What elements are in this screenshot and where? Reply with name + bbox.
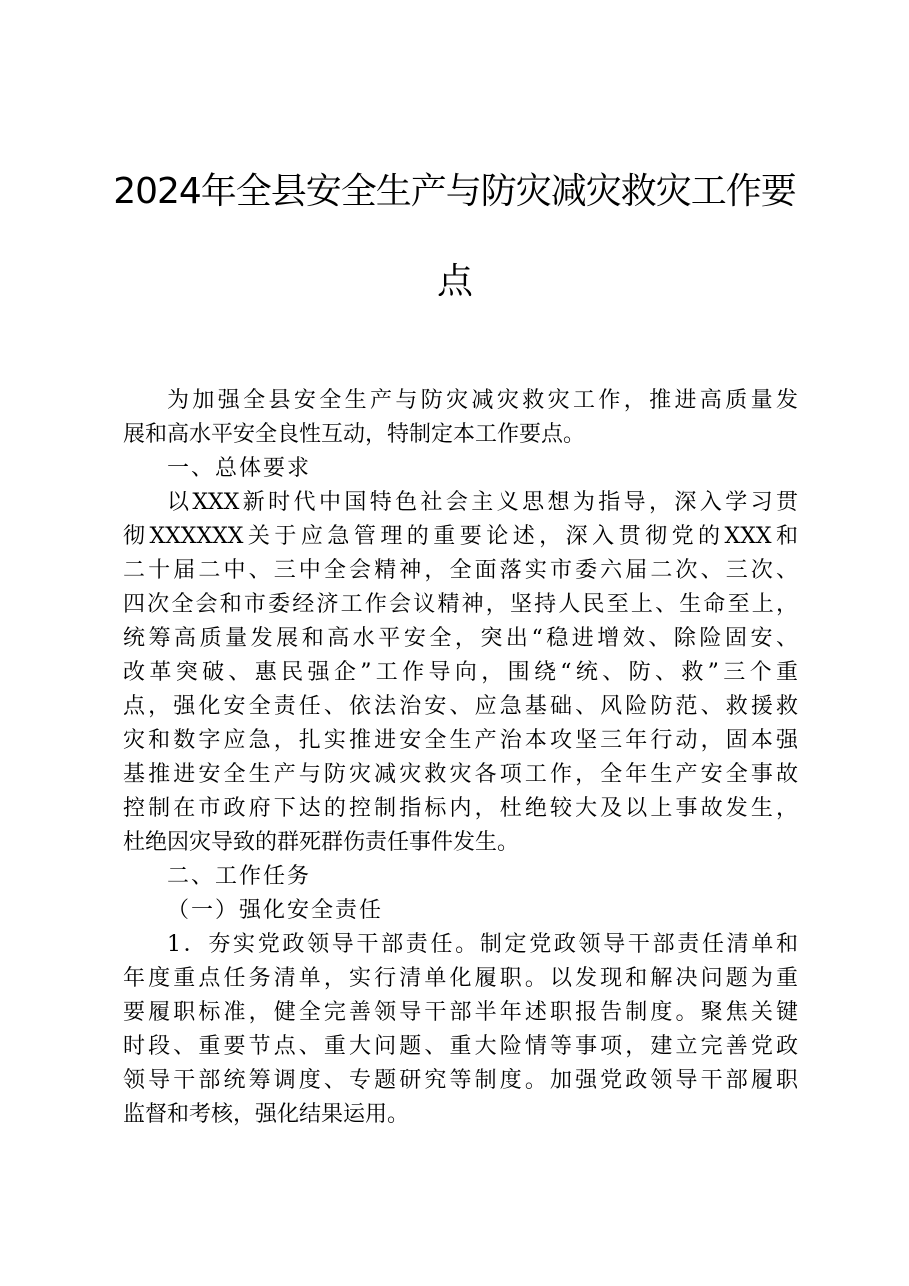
paragraph-line: 控制在市政府下达的控制指标内，杜绝较大及以上事故发生， xyxy=(123,796,798,821)
paragraph-line: 二十届二中、三中全会精神，全面落实市委六届二次、三次、 xyxy=(123,558,798,583)
section-heading-work-tasks: 二、工作任务 xyxy=(167,864,312,889)
paragraph-line: 改革突破、惠民强企”工作导向，围绕“统、防、救”三个重 xyxy=(123,660,798,685)
paragraph-line: 1．夯实党政领导干部责任。制定党政领导干部责任清单和 xyxy=(167,932,798,957)
paragraph-line: 点，强化安全责任、依法治安、应急基础、风险防范、救援救 xyxy=(123,694,798,719)
paragraph-line: 杜绝因灾导致的群死群伤责任事件发生。 xyxy=(123,830,520,855)
paragraph-line: 灾和数字应急，扎实推进安全生产治本攻坚三年行动，固本强 xyxy=(123,728,798,753)
paragraph-line: 四次全会和市委经济工作会议精神，坚持人民至上、生命至上， xyxy=(123,592,798,617)
paragraph-line: 监督和考核，强化结果运用。 xyxy=(123,1102,410,1127)
paragraph-line: 领导干部统筹调度、专题研究等制度。加强党政领导干部履职 xyxy=(123,1068,798,1093)
section-heading-general-requirements: 一、总体要求 xyxy=(167,456,312,481)
intro-line: 展和高水平安全良性互动，特制定本工作要点。 xyxy=(123,422,586,447)
subsection-heading-safety-responsibility: （一）强化安全责任 xyxy=(167,898,384,923)
document-title-line-2: 点 xyxy=(436,261,472,302)
intro-line: 为加强全县安全生产与防灾减灾救灾工作，推进高质量发 xyxy=(167,388,798,413)
paragraph-line: 要履职标准，健全完善领导干部半年述职报告制度。聚焦关键 xyxy=(123,1000,798,1025)
paragraph-line: 年度重点任务清单，实行清单化履职。以发现和解决问题为重 xyxy=(123,966,798,991)
paragraph-line: 统筹高质量发展和高水平安全，突出“稳进增效、除险固安、 xyxy=(123,626,798,651)
paragraph-line: 基推进安全生产与防灾减灾救灾各项工作，全年生产安全事故 xyxy=(123,762,798,787)
paragraph-line: 以XXX新时代中国特色社会主义思想为指导，深入学习贯 xyxy=(167,490,798,515)
document-title-line-1: 2024年全县安全生产与防灾减灾救灾工作要 xyxy=(113,171,796,212)
paragraph-line: 时段、重要节点、重大问题、重大险情等事项，建立完善党政 xyxy=(123,1034,798,1059)
paragraph-line: 彻XXXXXX关于应急管理的重要论述，深入贯彻党的XXX和 xyxy=(123,524,798,549)
